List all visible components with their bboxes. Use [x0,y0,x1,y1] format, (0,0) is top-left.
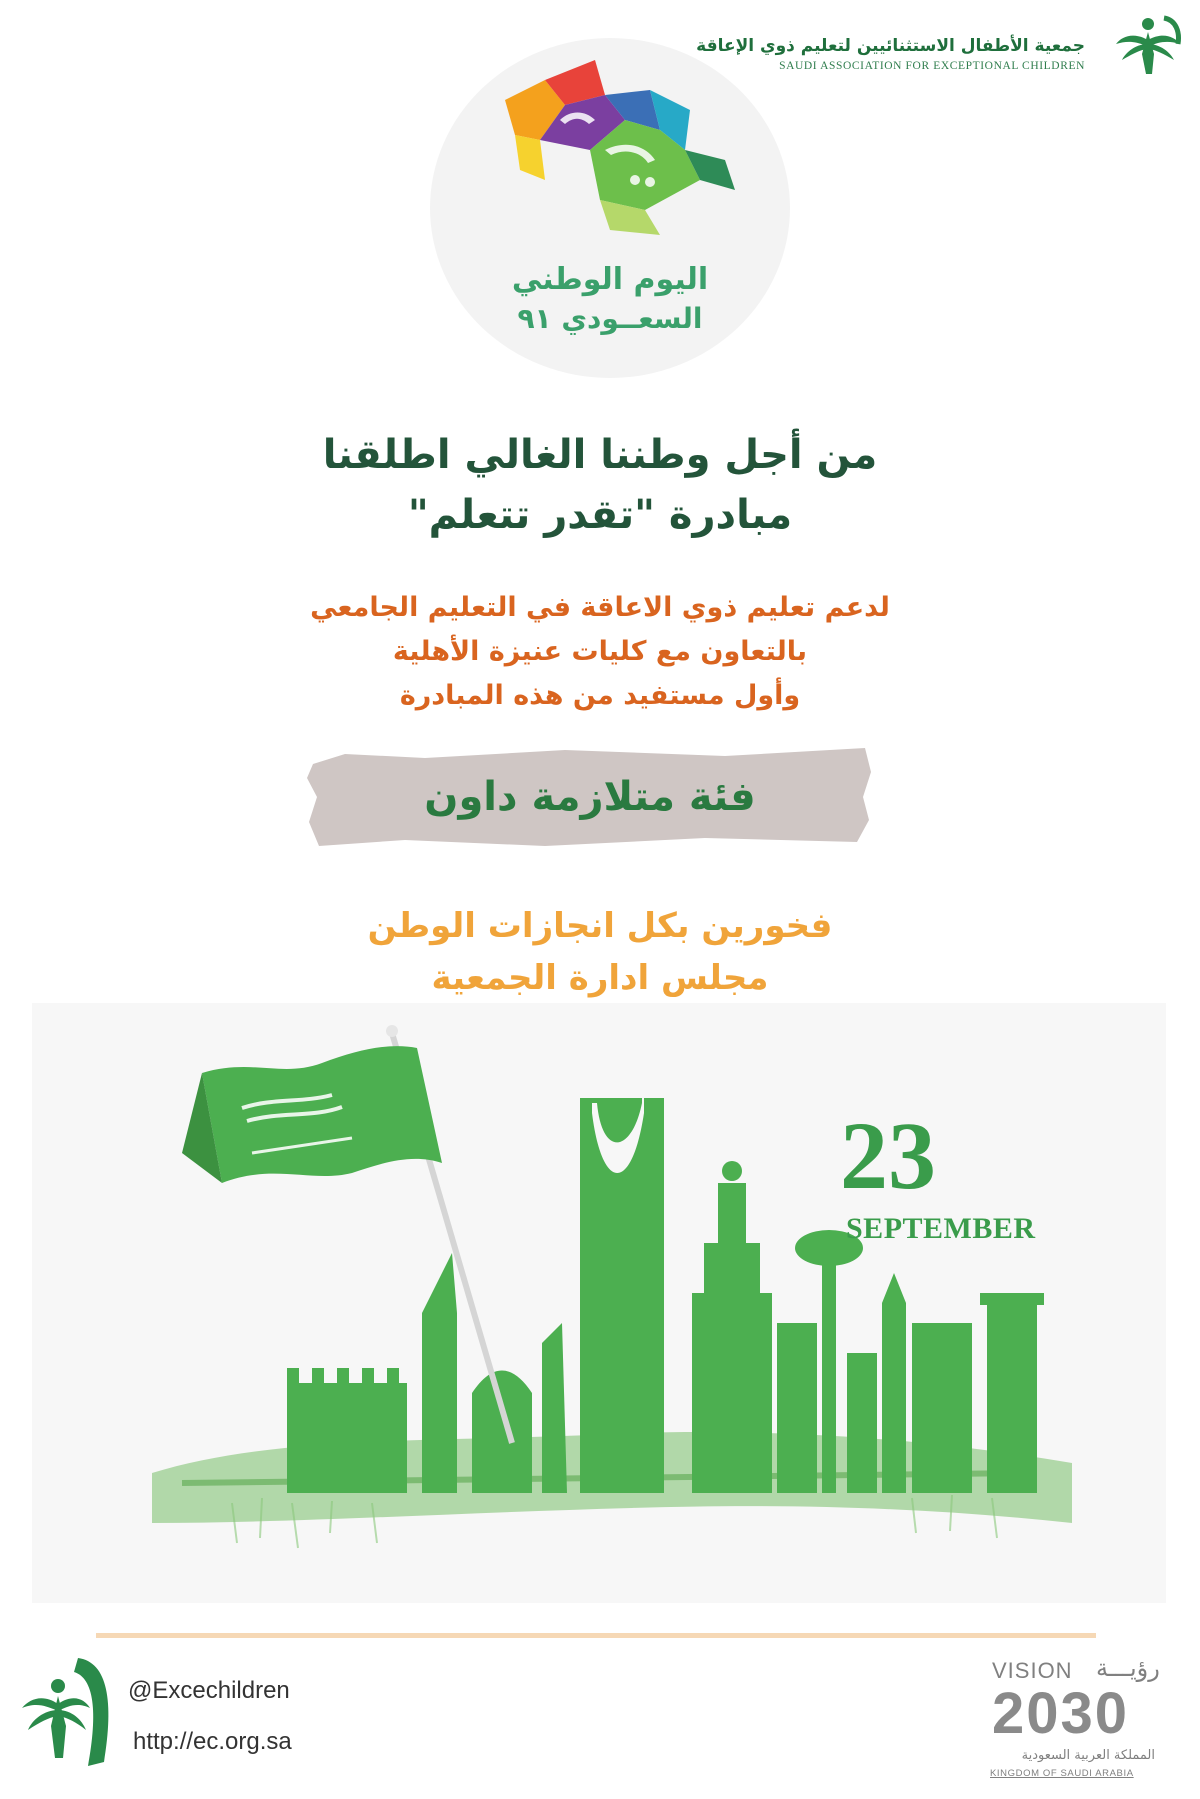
website-link[interactable]: http://ec.org.sa [133,1728,292,1755]
vision-label-english: VISION [992,1658,1073,1683]
category-label: فئة متلازمة داون [424,774,756,820]
board-signature: مجلس ادارة الجمعية [431,958,769,998]
vision-year: 2030 [992,1681,1130,1746]
date-day-number: 23 [840,1102,936,1209]
badge-subtitle: السعــودي ٩١ [517,302,703,335]
date-month-name: SEPTEMBER [846,1212,1036,1245]
headline-line-1: من أجل وطننا الغالي اطلقنا [322,432,878,478]
headline-line-2: مبادرة "تقدر تتعلم" [407,492,793,538]
kingdom-name-english: KINGDOM OF SAUDI ARABIA [990,1768,1134,1779]
support-line-3: وأول مستفيد من هذه المبادرة [399,680,801,711]
social-handle-link[interactable]: @Excechildren [128,1677,290,1704]
footer-divider [96,1633,1096,1638]
proud-line-1: فخورين بكل انجازات الوطن [367,906,833,946]
kingdom-name-arabic: المملكة العربية السعودية [1021,1748,1155,1763]
vision-label-arabic: رؤيـــة [1096,1654,1160,1682]
riyadh-skyline-icon [32,1003,1166,1603]
national-day-logo-art [485,50,765,270]
support-line-2: بالتعاون مع كليات عنيزة الأهلية [392,636,808,667]
org-name-english: SAUDI ASSOCIATION FOR EXCEPTIONAL CHILDREN [779,60,1085,72]
support-line-1: لدعم تعليم ذوي الاعاقة في التعليم الجامعي [310,592,890,623]
badge-title: اليوم الوطني [511,262,709,297]
palm-figure-icon [18,1652,118,1772]
palm-figure-icon [1112,14,1182,78]
org-name-arabic: جمعية الأطفال الاستثنائيين لتعليم ذوي الإعاقة [696,36,1085,56]
